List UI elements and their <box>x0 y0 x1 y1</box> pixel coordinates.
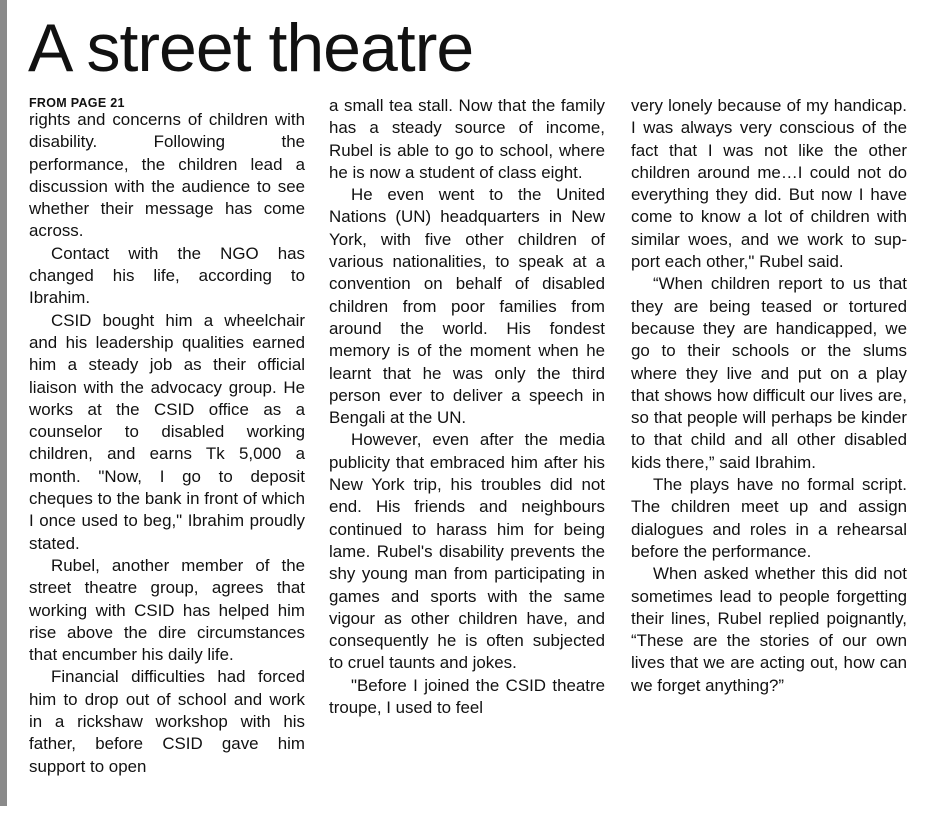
paragraph: Rubel, another member of the street theatre group, agrees that working with CSID has helped him rise above the dire circumstances that encumber his daily life. <box>29 555 305 665</box>
article-column-3 <box>631 95 907 697</box>
paragraph: He even went to the United Nations (UN) headquarters in New York, with five other children of various nationalities, to speak at a convention on behalf of disabled children from poor families from around the world. His fondest memory is of the moment when he learnt that he was only the third person ever to deliver a speech in Bengali at the UN. <box>329 185 605 428</box>
paragraph: CSID bought him a wheelchair and his leadership qualities earned him a steady job as their official liaison with the advocacy group. He works at the CSID office as a counselor to disabled working children, and earns Tk 5,000 a month. "Now, I go to deposit cheques to the bank in front of which I once used to beg," Ibrahim proudly stated. <box>29 310 305 553</box>
article-column-2 <box>329 95 605 719</box>
left-margin-rule <box>0 0 7 806</box>
paragraph: “When children report to us that they are being teased or tortured because they are handicapped, we go to their schools or the slums where they live and put on a play that shows how difficult our lives are, so that people will perhaps be kinder to that child and all other disabled kids there,” said Ibrahim. <box>631 274 907 472</box>
paragraph: When asked whether this did not sometimes lead to people forgetting their lines, Rubel replied poignantly, “These are the stories of our own lives that we are acting out, how can we forget anything?” <box>631 564 907 695</box>
paragraph: Financial difficulties had forced him to drop out of school and work in a rickshaw workshop with his father, before CSID gave him support to open <box>29 667 305 776</box>
paragraph: However, even after the media publicity that embraced him after his New York trip, his troubles did not end. His friends and neighbours continued to harass him for being lame. Rubel's disability prevents the shy young man from participating in games and sports with the same vigour as other children have, and consequently he is often subjected to cruel taunts and jokes. <box>329 430 605 673</box>
paragraph: very lonely because of my handicap. I was always very conscious of the fact that I was not like the other children around me…I could not do everything they did. But now I have come to know a lot of children with similar woes, and we work to support each other," Rubel said. <box>631 96 907 272</box>
paragraph: The plays have no formal script. The children meet up and assign dialogues and roles in a rehearsal before the performance. <box>631 475 907 561</box>
paragraph: "Before I joined the CSID theatre troupe, I used to feel <box>329 675 605 718</box>
paragraph: Contact with the NGO has changed his life, according to Ibrahim. <box>29 243 305 308</box>
article-column-1 <box>29 95 305 778</box>
paragraph: rights and concerns of children with disability. Following the performance, the children lead a discussion with the audience to see whether their message has come across. <box>29 110 305 241</box>
paragraph: a small tea stall. Now that the family has a steady source of income, Rubel is able to go to school, where he is now a student of class eight. <box>329 96 605 182</box>
continuation-kicker: FROM PAGE 21 <box>29 96 125 110</box>
article-headline: A street theatre <box>28 10 474 86</box>
